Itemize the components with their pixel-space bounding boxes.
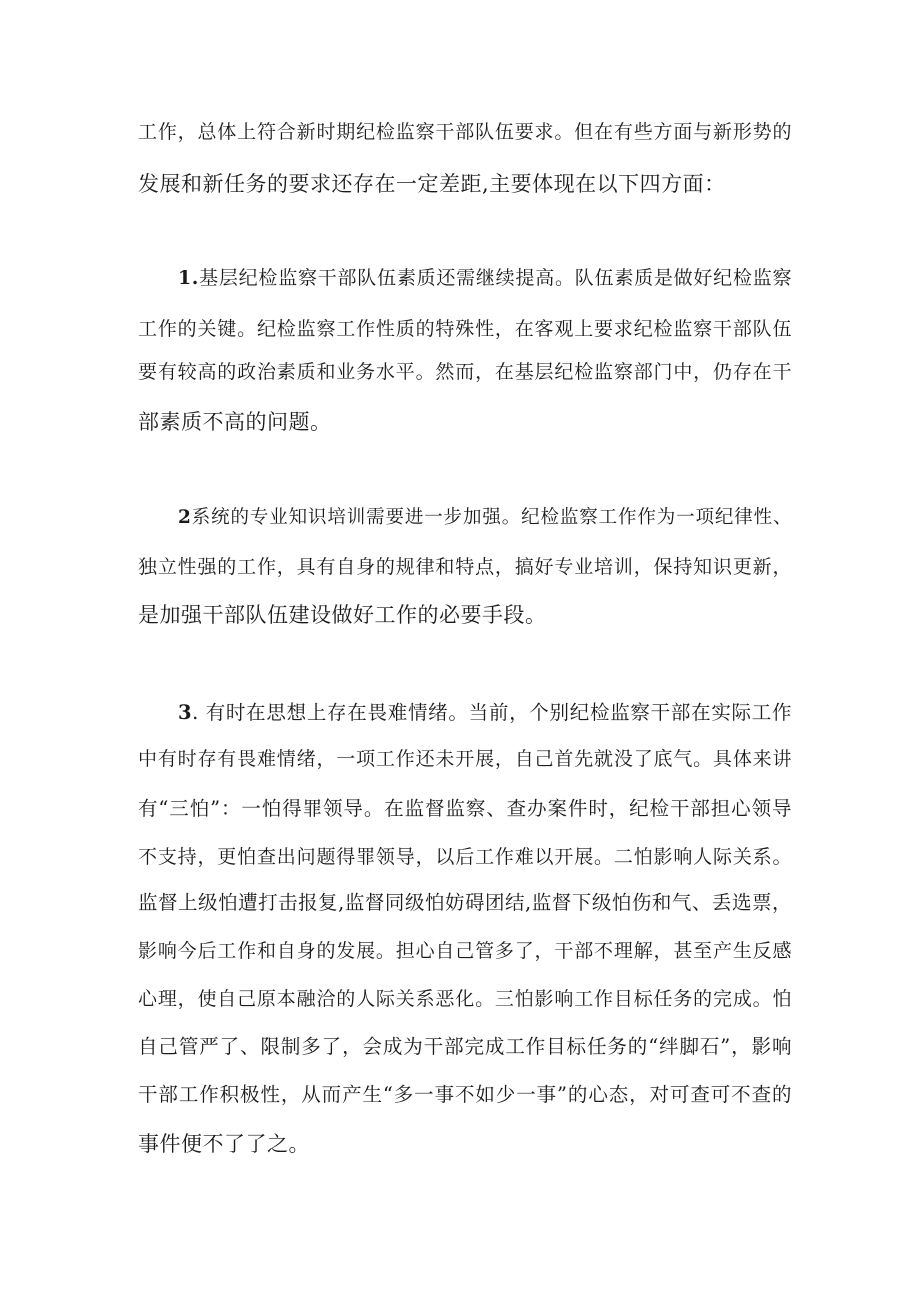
point-3-line-2: 中有时存有畏难情绪，一项工作还未开展，自己首先就没了底气。具体来讲 bbox=[138, 748, 792, 770]
point-2-line-3: 是加强干部队伍建设做好工作的必要手段。 bbox=[138, 603, 547, 627]
point-1-line-4: 部素质不高的问题。 bbox=[138, 410, 332, 434]
intro-line-1: 工作，总体上符合新时期纪检监察干部队伍要求。但在有些方面与新形势的 bbox=[138, 121, 792, 143]
point-2-line-1 bbox=[178, 505, 792, 531]
point-2-line-2: 独立性强的工作，具有自身的规律和特点，搞好专业培训，保持知识更新， bbox=[138, 556, 792, 578]
point-3-line-1 bbox=[178, 700, 792, 726]
point-3-line-9: 干部工作积极性，从而产生“多一事不如少一事”的心态，对可查可不查的 bbox=[138, 1083, 792, 1106]
point-1-line-1 bbox=[178, 265, 792, 291]
point-1-number: 1. bbox=[178, 267, 199, 289]
point-2-number: 2 bbox=[178, 507, 192, 528]
point-3-line-7: 心理，使自己原本融洽的人际关系恶化。三怕影响工作目标任务的完成。怕 bbox=[138, 988, 792, 1010]
point-3-line-10: 事件便不了了之。 bbox=[138, 1132, 310, 1156]
point-3-heading-text: . 有时在思想上存在畏难情绪。当前，个别纪检监察干部在实际工作 bbox=[192, 701, 792, 724]
point-2-heading-text: 系统的专业知识培训需要进一步加强。纪检监察工作作为一项纪律性、 bbox=[191, 507, 792, 528]
point-3-number: 3 bbox=[178, 701, 193, 724]
point-1-line-3: 要有较高的政治素质和业务水平。然而，在基层纪检监察部门中，仍存在干 bbox=[138, 361, 792, 383]
point-3-line-4: 不支持，更怕查出问题得罪领导，以后工作难以开展。二怕影响人际关系。 bbox=[138, 846, 792, 868]
point-3-line-3: 有“三怕”：一怕得罪领导。在监督监察、查办案件时，纪检干部担心领导 bbox=[138, 797, 792, 820]
point-3-line-8: 自己管严了、限制多了，会成为干部完成工作目标任务的“绊脚石”，影响 bbox=[138, 1035, 792, 1058]
intro-line-2: 发展和新任务的要求还存在一定差距,主要体现在以下四方面： bbox=[138, 172, 726, 196]
point-1-line-2: 工作的关键。纪检监察工作性质的特殊性，在客观上要求纪检监察干部队伍 bbox=[138, 318, 792, 340]
point-3-line-5: 监督上级怕遭打击报复,监督同级怕妨碍团结,监督下级怕伤和气、丢选票， bbox=[138, 891, 792, 914]
point-3-line-6: 影响今后工作和自身的发展。担心自己管多了，干部不理解，甚至产生反感 bbox=[138, 940, 792, 962]
point-1-heading-text: 基层纪检监察干部队伍素质还需继续提高。队伍素质是做好纪检监察 bbox=[198, 267, 792, 289]
